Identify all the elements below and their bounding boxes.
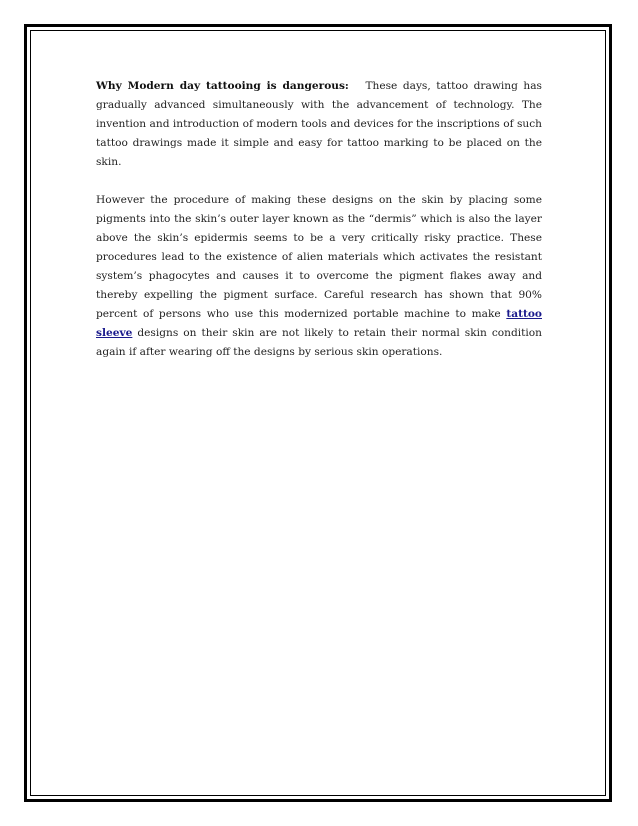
paragraph-text: These days, tattoo drawing has gradually advanced simultaneously with the advancement of technology. The invention and introduction of modern tools and devices for the inscriptions of such tattoo drawings made it simple and easy for tattoo marking to be placed on the skin.	[96, 80, 542, 168]
document-body	[96, 77, 542, 381]
paragraph-procedure-risks	[96, 191, 542, 362]
paragraph-text-after-link: designs on their skin are not likely to retain their normal skin condition again if after wearing off the designs by serious skin operations.	[96, 327, 542, 358]
section-heading: Why Modern day tattooing is dangerous:	[96, 80, 349, 92]
tattoo-sleeve-link[interactable]: tattoo sleeve	[96, 308, 542, 339]
paragraph-text-before-link: However the procedure of making these designs on the skin by placing some pigments into the skin’s outer layer known as the “dermis” which is also the layer above the skin’s epidermis seems to be a very critically risky practice. These procedures lead to the existence of alien materials which activates the resistant system’s phagocytes and causes it to overcome the pigment flakes away and thereby expelling the pigment surface. Careful research has shown that 90% percent of persons who use this modernized portable machine to make	[96, 194, 542, 320]
paragraph-tattooing-dangers	[96, 77, 542, 172]
